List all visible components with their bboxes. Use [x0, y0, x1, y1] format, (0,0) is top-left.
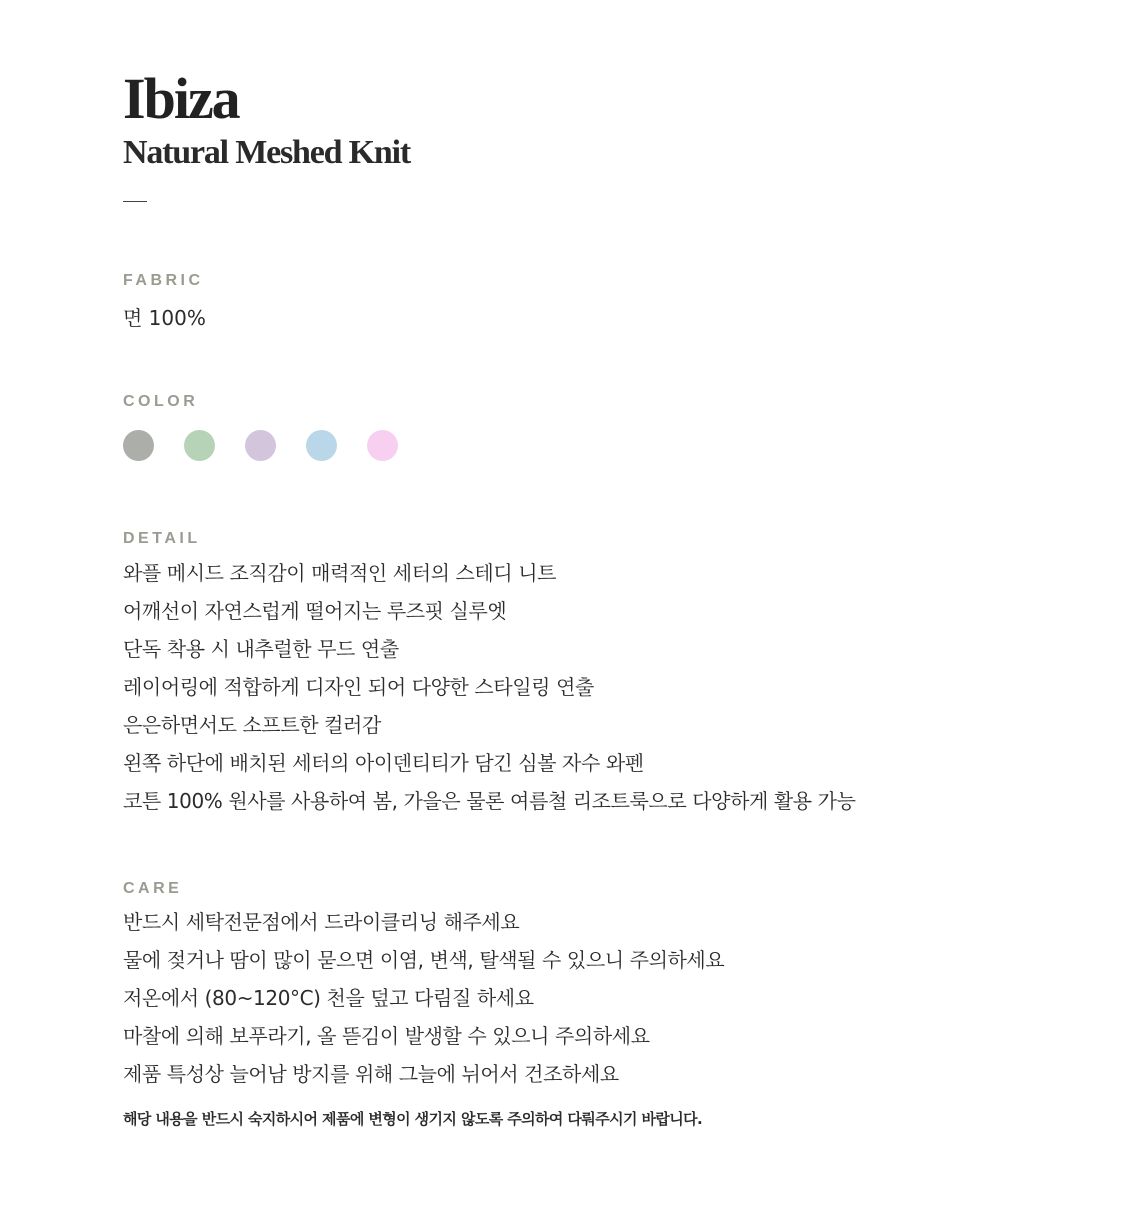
product-title: Ibiza — [123, 66, 239, 131]
care-note: 해당 내용을 반드시 숙지하시어 제품에 변형이 생기지 않도록 주의하여 다뤄주시기 바랍니다. — [123, 1110, 703, 1128]
fabric-value: 면 100% — [123, 306, 206, 330]
care-line: 반드시 세탁전문점에서 드라이클리닝 해주세요 — [123, 910, 520, 934]
care-heading: CARE — [123, 880, 183, 897]
fabric-heading: FABRIC — [123, 272, 204, 289]
detail-line: 왼쪽 하단에 배치된 세터의 아이덴티티가 담긴 심볼 자수 와펜 — [123, 751, 644, 775]
detail-list — [123, 554, 856, 820]
detail-heading: DETAIL — [123, 530, 201, 547]
color-swatch-pink[interactable] — [367, 430, 398, 461]
color-swatch-gray[interactable] — [123, 430, 154, 461]
color-swatch-blue[interactable] — [306, 430, 337, 461]
divider — [123, 201, 147, 202]
detail-line: 어깨선이 자연스럽게 떨어지는 루즈핏 실루엣 — [123, 599, 507, 623]
color-swatch-green[interactable] — [184, 430, 215, 461]
detail-line: 레이어링에 적합하게 디자인 되어 다양한 스타일링 연출 — [123, 675, 594, 699]
care-line: 마찰에 의해 보푸라기, 올 뜯김이 발생할 수 있으니 주의하세요 — [123, 1024, 650, 1048]
color-swatch-lavender[interactable] — [245, 430, 276, 461]
care-line: 물에 젖거나 땀이 많이 묻으면 이염, 변색, 탈색될 수 있으니 주의하세요 — [123, 948, 725, 972]
detail-line: 코튼 100% 원사를 사용하여 봄, 가을은 물론 여름철 리조트룩으로 다양하게 활용 가능 — [123, 789, 856, 813]
care-list — [123, 903, 724, 1093]
care-line: 제품 특성상 늘어남 방지를 위해 그늘에 뉘어서 건조하세요 — [123, 1062, 619, 1086]
color-heading: COLOR — [123, 393, 199, 410]
detail-line: 은은하면서도 소프트한 컬러감 — [123, 713, 381, 737]
detail-line: 단독 착용 시 내추럴한 무드 연출 — [123, 637, 399, 661]
product-subtitle: Natural Meshed Knit — [123, 134, 410, 171]
color-swatches — [123, 430, 398, 461]
care-line: 저온에서 (80~120°C) 천을 덮고 다림질 하세요 — [123, 986, 534, 1010]
detail-line: 와플 메시드 조직감이 매력적인 세터의 스테디 니트 — [123, 561, 557, 585]
